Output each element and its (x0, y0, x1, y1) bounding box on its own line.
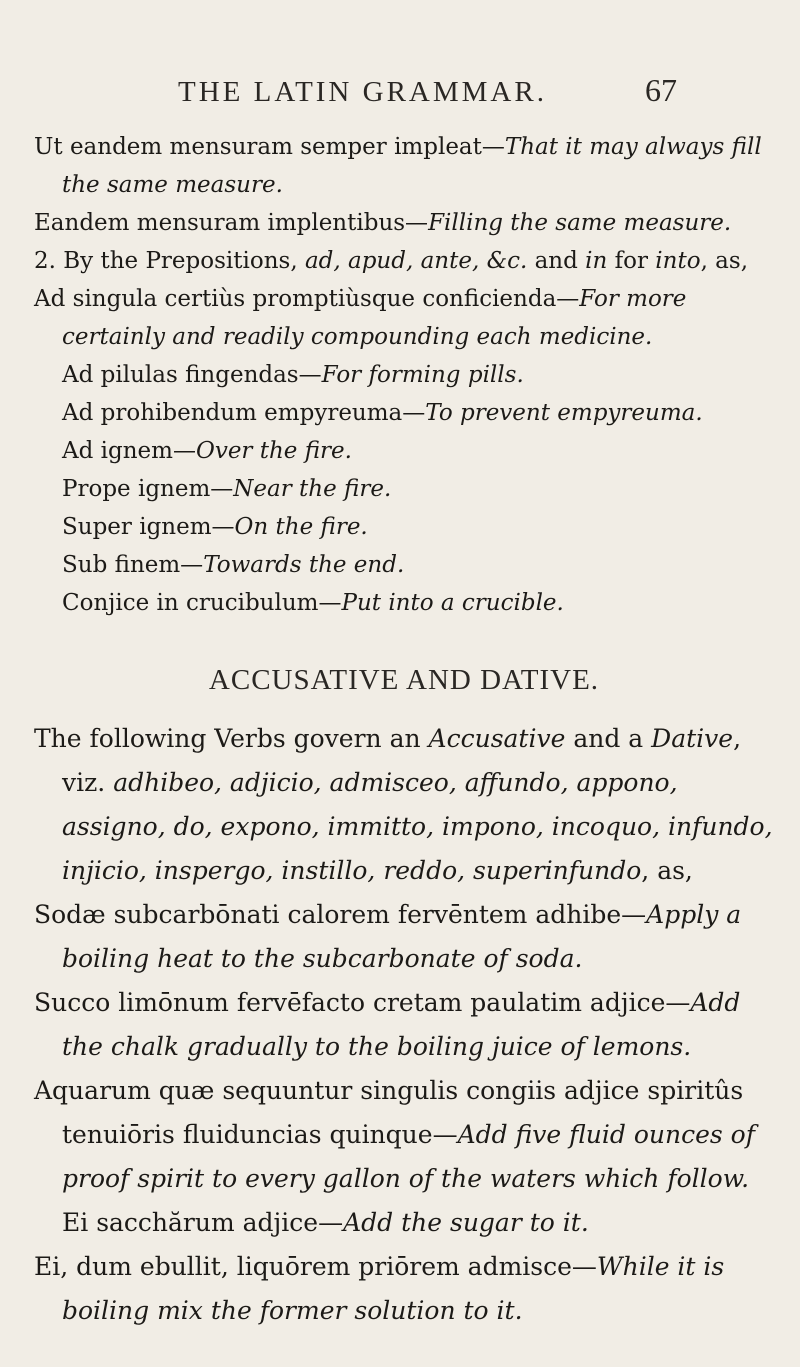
latin-phrase: Ei, dum ebullit, liquōrem priōrem admisce— (34, 1252, 597, 1281)
example-entry (34, 356, 774, 394)
example-entry (34, 893, 774, 981)
example-entry (34, 128, 774, 204)
english-translation: Add the sugar to it. (343, 1208, 589, 1237)
english-translation: Over the fire. (195, 438, 352, 464)
latin-phrase: Ad ignem— (62, 438, 196, 464)
english-translation: To prevent empyreuma. (425, 400, 703, 426)
latin-phrase: Ad singula certiùs promptiùsque conficienda— (34, 286, 580, 312)
example-entry (34, 432, 774, 470)
verb-list: adhibeo, adjicio, admisceo, affundo, appono, assigno, do, expono, immitto, impono, incoquo, infundo, injicio, inspergo, instillo, reddo, superinfundo (62, 768, 773, 885)
example-entry (34, 584, 774, 622)
english-translation: For forming pills. (321, 362, 524, 388)
latin-phrase: Succo limōnum fervēfacto cretam paulatim adjice— (34, 988, 691, 1017)
example-entry (34, 1245, 774, 1333)
english-translation: That it may always fill the same measure. (62, 134, 762, 198)
rule-paragraph: The following Verbs govern an Accusative and a Dative, viz. adhibeo, adjicio, admisceo, affundo, appono, assigno, do, expono, immitto, impono, incoquo, infundo, injicio, inspergo, instillo, reddo, superinfundo, as, (34, 724, 773, 885)
running-title: THE LATIN GRAMMAR. (178, 76, 547, 108)
latin-phrase: Sodæ subcarbōnati calorem fervēntem adhibe— (34, 900, 647, 929)
example-entry (34, 981, 774, 1069)
example-entry (34, 204, 774, 242)
example-entry (34, 394, 774, 432)
running-head (0, 72, 800, 116)
section-heading: ACCUSATIVE AND DATIVE. (208, 664, 600, 696)
english-translation: On the fire. (234, 514, 368, 540)
latin-phrase: Ad pilulas fingendas— (62, 362, 322, 388)
english-translation: Apply a boiling heat to the subcarbonate of soda. (62, 900, 742, 973)
preposition-list: ad, apud, ante, &c. (304, 248, 528, 274)
english-translation: Add five fluid ounces of proof spirit to every gallon of the waters which follow. (62, 1120, 755, 1193)
example-entry (34, 1069, 774, 1201)
english-translation: Near the fire. (233, 476, 392, 502)
latin-phrase: Aquarum quæ sequuntur singulis congiis adjice spiritûs tenuiōris fluiduncias quinque— (34, 1076, 744, 1149)
english-translation: Put into a crucible. (341, 590, 564, 616)
example-entry (34, 508, 774, 546)
example-entry (34, 470, 774, 508)
english-translation: Towards the end. (203, 552, 405, 578)
latin-phrase: Prope ignem— (62, 476, 234, 502)
rule-paragraph: 2. By the Prepositions, ad, apud, ante, &c. and in for into, as, (34, 248, 749, 274)
latin-phrase: Super ignem— (62, 514, 235, 540)
english-translation: Filling the same measure. (428, 210, 732, 236)
latin-phrase: Ei sacchărum adjice— (62, 1208, 344, 1237)
latin-phrase: Sub finem— (62, 552, 204, 578)
latin-phrase: Ad prohibendum empyreuma— (62, 400, 426, 426)
page-number: 67 (645, 72, 677, 108)
example-entry (34, 280, 774, 356)
example-entry (34, 546, 774, 584)
english-translation: Add the chalk gradually to the boiling juice of lemons. (62, 988, 741, 1061)
latin-phrase: Conjice in crucibulum— (62, 590, 342, 616)
page-body (34, 128, 774, 1333)
english-translation: For more certainly and readily compounding each medicine. (62, 286, 687, 350)
english-translation: While it is boiling mix the former solution to it. (62, 1252, 725, 1325)
latin-phrase: Ut eandem mensuram semper impleat— (34, 134, 505, 160)
latin-phrase: Eandem mensuram implentibus— (34, 210, 429, 236)
example-entry (34, 1201, 774, 1245)
